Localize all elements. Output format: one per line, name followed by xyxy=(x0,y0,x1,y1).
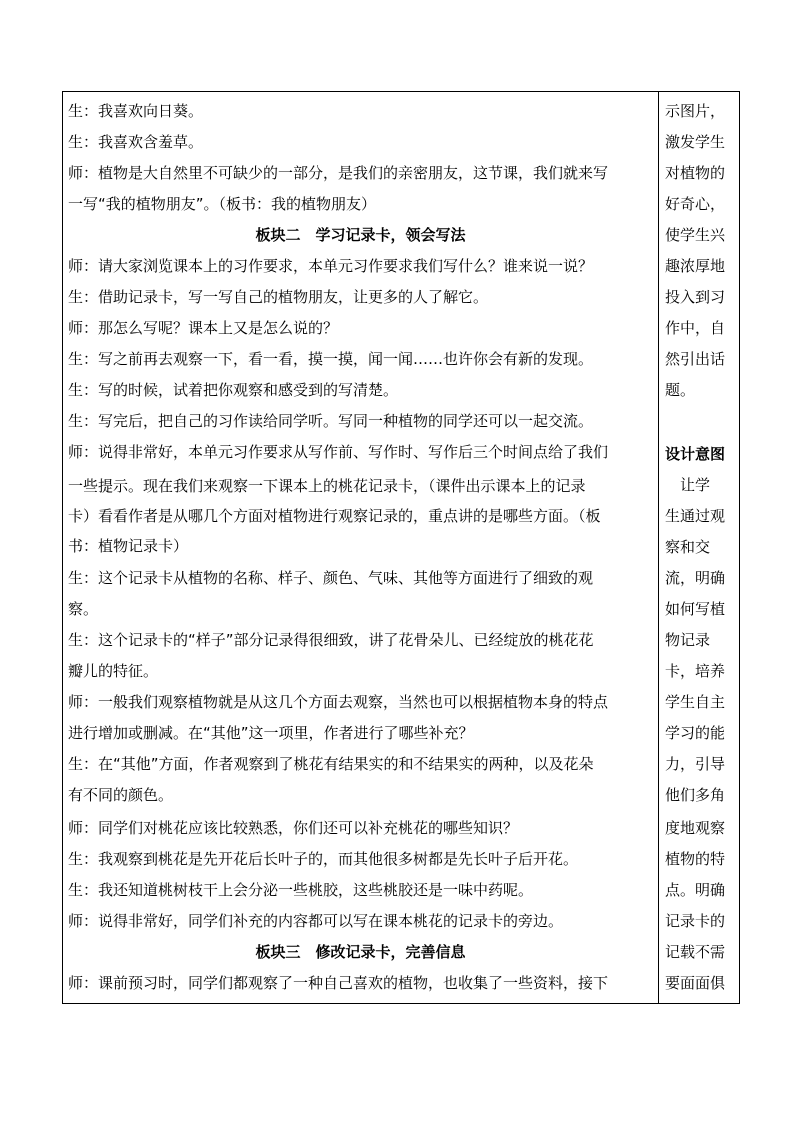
main-line: 生：我还知道桃树枝干上会分泌一些桃胶，这些桃胶还是一味中药呢。 xyxy=(68,881,534,899)
main-line: 师：一般我们观察植物就是从这几个方面去观察，当然也可以根据植物本身的特点 xyxy=(68,693,609,711)
main-line: 生：借助记录卡，写一写自己的植物朋友，让更多的人了解它。 xyxy=(68,288,489,306)
side-line: 激发学生 xyxy=(665,133,726,151)
side-line: 要面面俱 xyxy=(665,974,726,992)
side-line: 学生自主 xyxy=(665,693,726,711)
main-line: 书：植物记录卡） xyxy=(68,537,189,555)
side-line: 度地观察 xyxy=(665,819,726,837)
main-line: 生：我喜欢向日葵。 xyxy=(68,102,204,120)
side-line: 记录卡的 xyxy=(665,912,726,930)
main-line: 生：在“其他”方面，作者观察到了桃花有结果实的和不结果实的两种，以及花朵 xyxy=(68,755,594,773)
side-line: 记载不需 xyxy=(665,943,726,961)
main-line: 瓣儿的特征。 xyxy=(68,662,159,680)
main-line: 师：同学们对桃花应该比较熟悉，你们还可以补充桃花的哪些知识？ xyxy=(68,819,519,837)
side-line: 察和交 xyxy=(665,538,711,556)
side-line: 点。明确 xyxy=(665,881,726,899)
main-line: 生：写的时候，试着把你观察和感受到的写清楚。 xyxy=(68,381,399,399)
column-divider xyxy=(658,92,659,1003)
side-line: 使学生兴 xyxy=(665,226,726,244)
main-line: 生：写之前再去观察一下，看一看，摸一摸，闻一闻……也许你会有新的发现。 xyxy=(68,350,594,368)
side-line: 让学 xyxy=(665,476,711,494)
section-title: 板块二 学习记录卡，领会写法 xyxy=(255,226,466,244)
main-line: 有不同的颜色。 xyxy=(68,786,174,804)
main-line: 生：这个记录卡的“样子”部分记录得很细致，讲了花骨朵儿、已经绽放的桃花花 xyxy=(68,631,594,649)
lesson-table xyxy=(62,91,740,1004)
side-line: 对植物的 xyxy=(665,164,726,182)
main-line: 一写“我的植物朋友”。（板书：我的植物朋友） xyxy=(68,195,377,213)
side-line: 他们多角 xyxy=(665,786,726,804)
main-line: 生：我观察到桃花是先开花后长叶子的，而其他很多树都是先长叶子后开花。 xyxy=(68,850,579,868)
main-line: 进行增加或删减。在“其他”这一项里，作者进行了哪些补充？ xyxy=(68,724,474,742)
section-title: 板块三 修改记录卡，完善信息 xyxy=(255,943,466,961)
side-heading: 设计意图 xyxy=(665,445,726,463)
main-line: 师：请大家浏览课本上的习作要求，本单元习作要求我们写什么？谁来说一说？ xyxy=(68,257,594,275)
main-line: 师：说得非常好，本单元习作要求从写作前、写作时、写作后三个时间点给了我们 xyxy=(68,443,609,461)
main-line: 师：说得非常好，同学们补充的内容都可以写在课本桃花的记录卡的旁边。 xyxy=(68,912,564,930)
main-line: 察。 xyxy=(68,600,99,618)
side-line: 作中，自 xyxy=(665,319,726,337)
side-line: 示图片， xyxy=(665,102,726,120)
side-line: 然引出话 xyxy=(665,350,726,368)
side-line: 卡，培养 xyxy=(665,662,726,680)
side-line: 如何写植 xyxy=(665,600,726,618)
side-line: 题。 xyxy=(665,381,696,399)
side-line: 流，明确 xyxy=(665,569,726,587)
side-line: 趣浓厚地 xyxy=(665,257,726,275)
side-line: 好奇心， xyxy=(665,195,726,213)
main-line: 一些提示。现在我们来观察一下课本上的桃花记录卡，（课件出示课本上的记录 xyxy=(68,477,586,495)
side-line: 力，引导 xyxy=(665,755,726,773)
main-line: 生：写完后，把自己的习作读给同学听。写同一种植物的同学还可以一起交流。 xyxy=(68,412,594,430)
main-line: 卡）看看作者是从哪几个方面对植物进行观察记录的，重点讲的是哪些方面。（板 xyxy=(68,507,601,525)
main-line: 师：那怎么写呢？课本上又是怎么说的？ xyxy=(68,319,339,337)
side-line: 投入到习 xyxy=(665,288,726,306)
main-line: 师：植物是大自然里不可缺少的一部分，是我们的亲密朋友，这节课，我们就来写 xyxy=(68,164,609,182)
side-line: 生通过观 xyxy=(665,507,726,525)
side-line: 物记录 xyxy=(665,631,711,649)
main-line: 师：课前预习时，同学们都观察了一种自己喜欢的植物，也收集了一些资料，接下 xyxy=(68,974,609,992)
side-line: 学习的能 xyxy=(665,724,726,742)
main-line: 生：这个记录卡从植物的名称、样子、颜色、气味、其他等方面进行了细致的观 xyxy=(68,569,594,587)
main-line: 生：我喜欢含羞草。 xyxy=(68,133,204,151)
side-line: 植物的特 xyxy=(665,850,726,868)
